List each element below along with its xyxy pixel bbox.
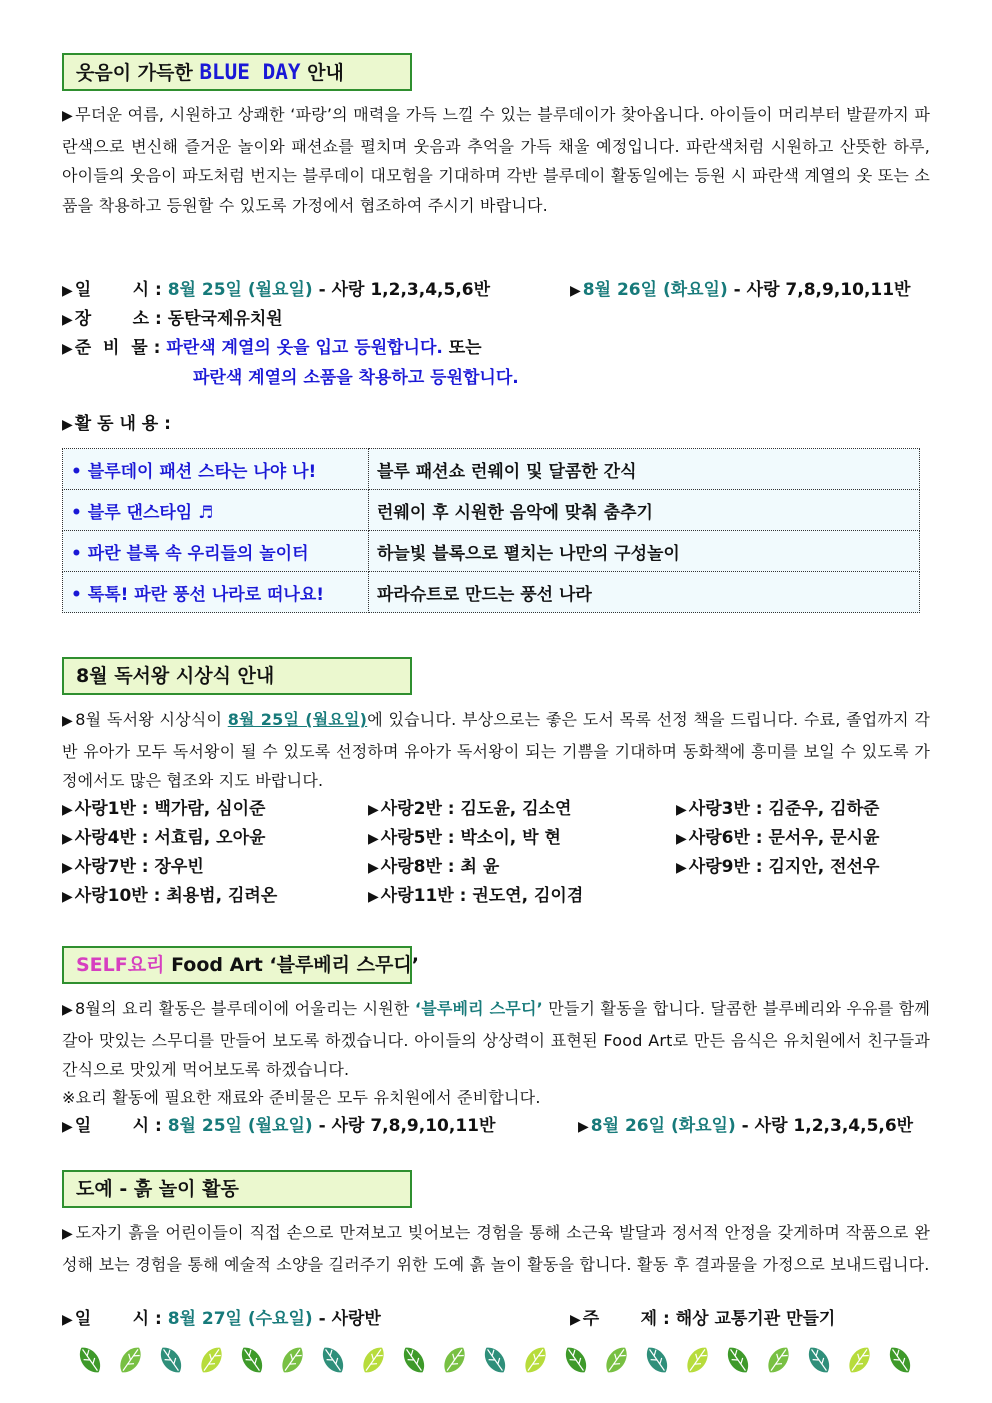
prep-line-1: 파란색 계열의 옷을 입고 등원합니다. [166,338,443,358]
prep-label: 준 비 물 : [74,338,161,358]
date-2: 8월 26일 (화요일) [582,280,728,300]
reading-intro-post: 에 있습니다. 부상으로는 좋은 도서 목록 선정 책을 드립니다. 수료, 졸업까지 각반 유아가 모두 독서왕이 될 수 있도록 선정하며 유아가 독서왕이 되는 기쁨을 기대하며 동화책에 흥미를 보일 수 있도록 가정에서도 많은 협조와 지도 바랍니다. [62,710,930,790]
leaf-icon [601,1343,632,1377]
title-text-post: 안내 [300,62,344,84]
leaf-icon [682,1343,713,1377]
clay-intro [62,1218,930,1279]
cooking-date2-row [578,1112,913,1142]
leaf-icon [642,1343,673,1377]
date-label: 일 시 : [74,1309,162,1329]
list-item: ▶ 사랑8반 : 최 윤 [368,857,500,877]
list-item: ▶ 사랑2반 : 김도윤, 김소연 [368,799,572,819]
cooking-date-row [62,1112,495,1142]
leaf-icon [561,1343,592,1377]
list-item: ▶ 사랑10반 : 최용범, 김려온 [62,886,278,906]
reading-title: 8월 독서왕 시상식 안내 [76,665,275,687]
clay-title: 도예 - 흙 놀이 활동 [76,1178,239,1200]
bullet-triangle-icon: ▶ [62,417,73,433]
activity-desc: 하늘빛 블록으로 펼치는 나만의 구성놀이 [369,531,920,572]
clay-intro-text: 도자기 흙을 어린이들이 직접 손으로 만져보고 빚어보는 경험을 통해 소근육 발달과 정서적 안정을 갖게하며 작품으로 완성해 보는 경험을 통해 예술적 소양을 길러주기 위한 도예 흙 놀이 활동을 합니다. 활동 후 결과물을 가정으로 보내드립니다. [62,1223,931,1274]
leaf-icon [439,1343,470,1377]
activities-table [62,448,920,613]
leaf-icon [75,1343,106,1377]
theme-label: 주 제 : [582,1309,670,1329]
date-1: 8월 25일 (월요일) [167,280,313,300]
place-value: 동탄국제유치원 [167,309,283,329]
leaf-border-decoration [70,1340,920,1380]
clay-date-row [62,1305,381,1335]
list-item: ▶ 사랑5반 : 박소이, 박 현 [368,828,561,848]
bullet-triangle-icon: ▶ [62,1002,74,1018]
leaf-icon [804,1343,835,1377]
leaf-icon [318,1343,349,1377]
list-item: ▶ 사랑1반 : 백가람, 심이준 [62,799,266,819]
activities-label-row [62,410,171,440]
leaf-icon [763,1343,794,1377]
leaf-icon [723,1343,754,1377]
bullet-triangle-icon: ▶ [62,283,73,299]
reading-date: 8월 25일 (월요일) [227,710,368,729]
cooking-intro-pre: 8월의 요리 활동은 블루데이에 어울리는 시원한 [75,999,415,1018]
activity-name: • 블루데이 패션 스타는 나야 나! [63,449,369,490]
activity-desc: 파라슈트로 만드는 풍선 나라 [369,572,920,613]
bullet-triangle-icon: ▶ [62,312,73,328]
leaf-icon [885,1343,916,1377]
section-title-clay [62,1170,412,1208]
blue-day-intro-text: 무더운 여름, 시원하고 상쾌한 ‘파랑’의 매력을 가득 느낄 수 있는 블루데이가 찾아옵니다. 아이들이 머리부터 발끝까지 파란색으로 변신해 즐거운 놀이와 패션쇼를 펼치며 웃음과 추억을 가득 채울 예정입니다. 파란색처럼 시원하고 산뜻한 하루, 아이들의 웃음이 파도처럼 번지는 블루데이 대모험을 기대하며 각반 블루데이 활동일에는 등원 시 파란색 계열의 옷 또는 소품을 착용하고 등원할 수 있도록 가정에서 협조하여 주시기 바랍니다. [62,105,931,215]
place-label: 장 소 : [74,309,162,329]
cooking-intro [62,994,930,1085]
list-item: ▶ 사랑7반 : 장우빈 [62,857,204,877]
date-label: 일 시 : [74,280,162,300]
activity-name: • 블루 댄스타임 ♬ [63,490,369,531]
cooking-highlight: ‘블루베리 스무디’ [414,999,543,1018]
leaf-icon [237,1343,268,1377]
bullet-triangle-icon: ▶ [62,1312,73,1328]
bullet-triangle-icon: ▶ [62,341,73,357]
bullet-triangle-icon: ▶ [62,108,74,124]
clay-theme: 해상 교통기관 만들기 [675,1309,836,1329]
blue-day-date2-row [570,276,910,306]
bullet-triangle-icon: ▶ [62,1226,74,1242]
self-cooking-label: SELF요리 [76,954,165,976]
leaf-icon [115,1343,146,1377]
list-item: ▶ 사랑3반 : 김준우, 김하준 [676,799,880,819]
list-item: ▶ 사랑4반 : 서효림, 오아윤 [62,828,266,848]
table-row [63,531,920,572]
activities-label: 활 동 내 용 : [74,414,171,434]
section-title-cooking [62,946,419,984]
bullet-triangle-icon: ▶ [570,283,581,299]
leaf-icon [196,1343,227,1377]
activity-name: • 파란 블록 속 우리들의 놀이터 [63,531,369,572]
reading-intro-pre: 8월 독서왕 시상식이 [75,710,228,729]
activity-desc: 런웨이 후 시원한 음악에 맞춰 춤추기 [369,490,920,531]
date-1: 8월 25일 (월요일) [167,1116,313,1136]
date-2-classes: - 사랑 7,8,9,10,11반 [727,280,911,300]
blue-day-word: BLUE DAY [199,60,301,84]
clay-date-class: - 사랑반 [312,1309,381,1329]
table-row [63,572,920,613]
leaf-icon [520,1343,551,1377]
leaf-icon [399,1343,430,1377]
title-text: 웃음이 가득한 [76,62,200,84]
leaf-icon [156,1343,187,1377]
cooking-note [62,1083,930,1113]
blue-day-prep-row-2 [193,364,519,393]
date-1-classes: - 사랑 1,2,3,4,5,6반 [312,280,491,300]
date-label: 일 시 : [74,1116,162,1136]
activity-name: • 톡톡! 파란 풍선 나라로 떠나요! [63,572,369,613]
cooking-note-text: ※요리 활동에 필요한 재료와 준비물은 모두 유치원에서 준비합니다. [62,1088,541,1107]
list-item: ▶ 사랑11반 : 권도연, 김이겸 [368,886,584,906]
blue-day-place-row [62,305,283,335]
prep-line-1-tail: 또는 [442,338,482,358]
clay-theme-row [570,1305,835,1335]
section-title-reading [62,657,412,695]
list-item: ▶ 사랑9반 : 김지안, 전선우 [676,857,880,877]
blue-day-prep-row [62,334,482,364]
clay-date: 8월 27일 (수요일) [167,1309,313,1329]
leaf-icon [844,1343,875,1377]
leaf-icon [358,1343,389,1377]
leaf-icon [277,1343,308,1377]
table-row [63,490,920,531]
cooking-intro-post: 만들기 활동을 합니다. 달콤한 블루베리와 우유를 함께 갈아 맛있는 스무디를 만들어 보도록 하겠습니다. 아이들의 상상력이 표현된 Food Art로 만든 음식은 유치원에서 친구들과 간식으로 맛있게 먹어보도록 하겠습니다. [62,999,931,1079]
reading-intro [62,705,930,796]
blue-day-intro [62,100,930,220]
list-item: ▶ 사랑6반 : 문서우, 문시윤 [676,828,880,848]
leaf-icon [480,1343,511,1377]
activity-desc: 블루 패션쇼 런웨이 및 달콤한 간식 [369,449,920,490]
cooking-title: Food Art ‘블루베리 스무디’ [164,954,419,976]
bullet-triangle-icon: ▶ [62,713,74,729]
prep-line-2: 파란색 계열의 소품을 착용하고 등원합니다. [193,368,519,388]
bullet-triangle-icon: ▶ [578,1119,589,1135]
section-title-blue-day [62,53,412,91]
date-1-classes: - 사랑 7,8,9,10,11반 [312,1116,496,1136]
date-2: 8월 26일 (화요일) [590,1116,736,1136]
date-2-classes: - 사랑 1,2,3,4,5,6반 [735,1116,914,1136]
blue-day-date-row [62,276,490,306]
bullet-triangle-icon: ▶ [570,1312,581,1328]
table-row [63,449,920,490]
bullet-triangle-icon: ▶ [62,1119,73,1135]
